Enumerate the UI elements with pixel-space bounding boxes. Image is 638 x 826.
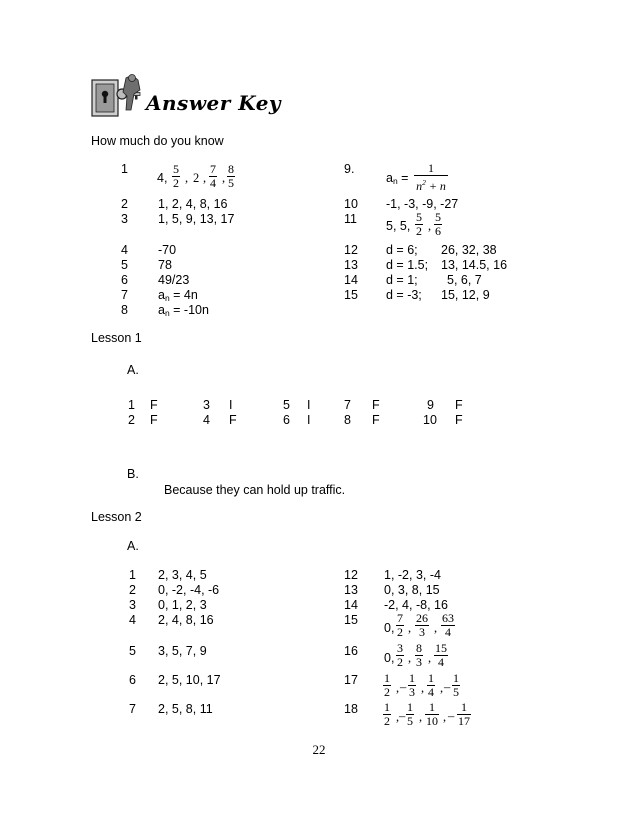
- answer-formula: $a_n = 4n$: [158, 288, 198, 303]
- item-number: 10: [344, 197, 358, 211]
- item-number: 3: [129, 598, 136, 612]
- answer-text: d = 1.5;: [386, 258, 429, 272]
- item-number: 14: [344, 273, 358, 287]
- page-title: Answer Key: [146, 91, 282, 115]
- tf-number: 1: [128, 398, 135, 412]
- fraction: $\frac{1}{5}$: [407, 700, 413, 728]
- item-number: 6: [121, 273, 128, 287]
- section-heading: How much do you know: [91, 134, 224, 148]
- fraction: $\frac{1}{17}$: [458, 700, 470, 728]
- item-number: 1: [121, 162, 128, 176]
- tf-number: 5: [283, 398, 290, 412]
- fraction: $\frac{1}{n^2 + n}$: [414, 162, 448, 193]
- fraction: $\frac{7}{2}$: [397, 611, 403, 639]
- answer-text: 2, 3, 4, 5: [158, 568, 207, 582]
- item-number: 17: [344, 673, 358, 687]
- answer-text: Because they can hold up traffic.: [164, 483, 346, 497]
- item-number: 13: [344, 583, 358, 597]
- fraction: $\frac{26}{3}$: [416, 611, 428, 639]
- fraction: $\frac{1}{5}$: [453, 671, 459, 699]
- fraction: $\frac{8}{3}$: [416, 641, 422, 669]
- fraction: $\frac{7}{4}$: [210, 162, 216, 190]
- tf-number: 3: [203, 398, 210, 412]
- item-number: 6: [129, 673, 136, 687]
- answer-text: -2, 4, -8, 16: [384, 598, 448, 612]
- part-label: B.: [127, 467, 139, 481]
- item-number: 4: [121, 243, 128, 257]
- item-number: 13: [344, 258, 358, 272]
- tf-answer: F: [150, 413, 158, 427]
- answer-text: 2, 5, 10, 17: [158, 673, 221, 687]
- lesson-heading: Lesson 1: [91, 331, 142, 345]
- answer-text: 0, 1, 2, 3: [158, 598, 207, 612]
- item-number: 7: [129, 702, 136, 716]
- lesson-heading: Lesson 2: [91, 510, 142, 524]
- tf-number: 8: [344, 413, 351, 427]
- answer-prefix: 0,: [384, 621, 395, 635]
- tf-number: 9: [427, 398, 434, 412]
- answer-text: d = 1;: [386, 273, 418, 287]
- tf-answer: I: [307, 398, 311, 412]
- item-number: 15: [344, 613, 358, 627]
- answer-prefix: 4,: [157, 171, 168, 185]
- item-number: 16: [344, 644, 358, 658]
- item-number: 12: [344, 243, 358, 257]
- tf-answer: F: [455, 398, 463, 412]
- answer-text: 1, 2, 4, 8, 16: [158, 197, 228, 211]
- answer-prefix: 5, 5,: [386, 219, 411, 233]
- answer-text: 49/23: [158, 273, 190, 287]
- answer-text: 3, 5, 7, 9: [158, 644, 207, 658]
- tf-number: 7: [344, 398, 351, 412]
- tf-answer: I: [229, 398, 233, 412]
- answer-text: 0, 3, 8, 15: [384, 583, 440, 597]
- tf-number: 4: [203, 413, 210, 427]
- item-number: 18: [344, 702, 358, 716]
- part-label: A.: [127, 363, 139, 377]
- answer-sequence: 15, 12, 9: [441, 288, 490, 302]
- answer-text: d = 6;: [386, 243, 418, 257]
- item-number: 2: [129, 583, 136, 597]
- key-and-lock-icon: [86, 72, 146, 120]
- tf-answer: F: [372, 398, 380, 412]
- answer-sequence: 26, 32, 38: [441, 243, 497, 257]
- tf-answer: F: [150, 398, 158, 412]
- item-number: 2: [121, 197, 128, 211]
- tf-answer: I: [307, 413, 311, 427]
- answer-text: 2, 5, 8, 11: [158, 702, 213, 716]
- fraction: $\frac{5}{2}$: [173, 162, 179, 190]
- fraction: $\frac{15}{4}$: [435, 641, 447, 669]
- item-number: 12: [344, 568, 358, 582]
- tf-answer: F: [229, 413, 237, 427]
- fraction: $\frac{1}{10}$: [426, 700, 438, 728]
- answer-term: 2: [193, 171, 200, 185]
- answer-text: 0, -2, -4, -6: [158, 583, 220, 597]
- part-label: A.: [127, 539, 139, 553]
- answer-formula: $a_n$ =: [386, 171, 409, 186]
- fraction: $\frac{1}{2}$: [384, 671, 390, 699]
- tf-number: 6: [283, 413, 290, 427]
- answer-text: 2, 4, 8, 16: [158, 613, 214, 627]
- tf-number: 10: [423, 413, 437, 427]
- fraction: $\frac{5}{6}$: [435, 210, 441, 238]
- item-number: 11: [344, 212, 357, 226]
- item-number: 4: [129, 613, 136, 627]
- tf-answer: F: [372, 413, 380, 427]
- item-number: 3: [121, 212, 128, 226]
- item-number: 8: [121, 303, 128, 317]
- item-number: 5: [121, 258, 128, 272]
- tf-answer: F: [455, 413, 463, 427]
- fraction: $\frac{1}{4}$: [428, 671, 434, 699]
- answer-sequence: 13, 14.5, 16: [441, 258, 508, 272]
- answer-text: 1, -2, 3, -4: [384, 568, 441, 582]
- answer-text: 1, 5, 9, 13, 17: [158, 212, 235, 226]
- fraction: $\frac{1}{3}$: [409, 671, 415, 699]
- item-number: 14: [344, 598, 358, 612]
- item-number: 1: [129, 568, 136, 582]
- answer-text: d = -3;: [386, 288, 422, 302]
- fraction: $\frac{8}{5}$: [228, 162, 234, 190]
- item-number: 9.: [344, 162, 355, 176]
- answer-formula: $a_n = -10n$: [158, 303, 209, 318]
- fraction: $\frac{3}{2}$: [397, 641, 403, 669]
- tf-number: 2: [128, 413, 135, 427]
- item-number: 7: [121, 288, 128, 302]
- fraction: $\frac{5}{2}$: [416, 210, 422, 238]
- answer-text: -70: [158, 243, 177, 257]
- fraction: $\frac{1}{2}$: [384, 700, 390, 728]
- fraction: $\frac{63}{4}$: [442, 611, 454, 639]
- answer-sequence: 5, 6, 7: [447, 273, 482, 287]
- page-number: 22: [312, 742, 326, 757]
- answer-prefix: 0,: [384, 651, 395, 665]
- item-number: 5: [129, 644, 136, 658]
- answer-text: 78: [158, 258, 172, 272]
- item-number: 15: [344, 288, 358, 302]
- answer-text: -1, -3, -9, -27: [386, 197, 459, 211]
